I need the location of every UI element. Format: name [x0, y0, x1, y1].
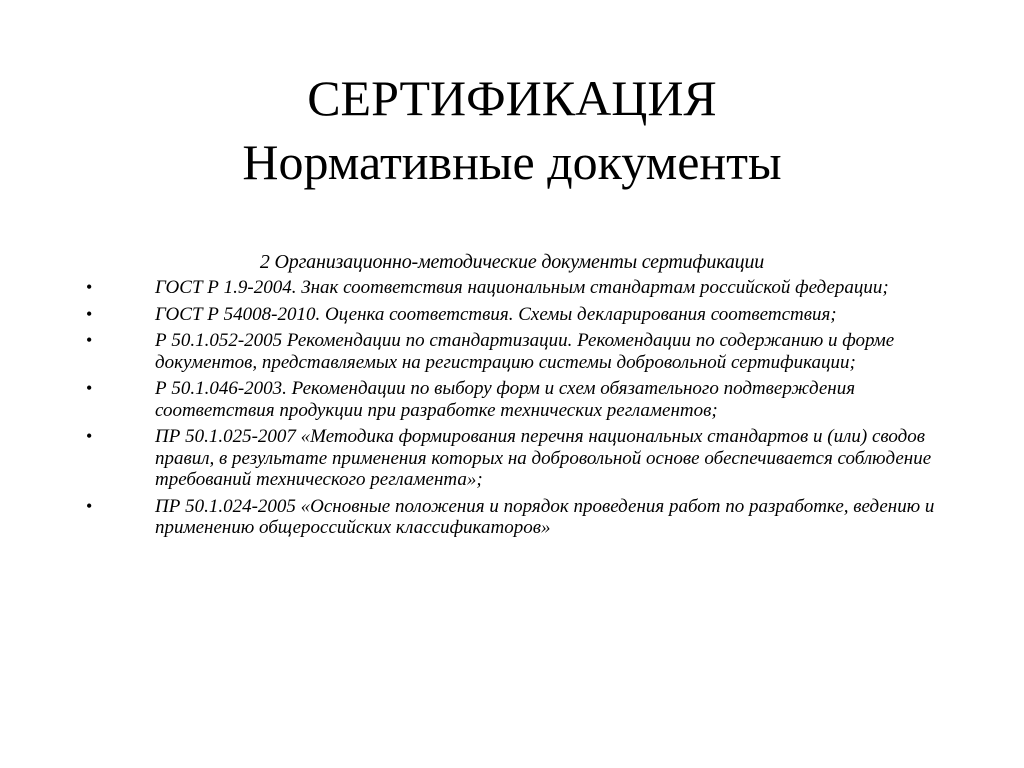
slide-title-line-1: СЕРТИФИКАЦИЯ: [307, 70, 717, 126]
document-list: [86, 277, 946, 544]
list-item-text: ГОСТ Р 54008-2010. Оценка соответствия. Схемы декларирования соответствия;: [155, 303, 837, 325]
list-item: [86, 496, 946, 539]
slide-title: [0, 66, 1024, 194]
list-item: [86, 426, 946, 491]
list-item: [86, 304, 946, 326]
list-item: [86, 277, 946, 299]
list-item: [86, 330, 946, 373]
list-item: [86, 378, 946, 421]
list-item-text: ПР 50.1.024-2005 «Основные положения и порядок проведения работ по разработке, ведению и применению общероссийских классификаторов»: [155, 495, 935, 538]
bullet-icon: •: [86, 277, 93, 297]
bullet-icon: •: [86, 378, 93, 398]
section-subtitle: 2 Организационно-методические документы сертификации: [259, 251, 765, 273]
bullet-icon: •: [86, 495, 93, 516]
bullet-icon: •: [86, 303, 93, 324]
bullet-icon: •: [86, 330, 93, 350]
list-item-text: Р 50.1.046-2003. Рекомендации по выбору форм и схем обязательного подтверждения соответствия продукции при разработке технических регламентов;: [155, 378, 856, 421]
list-item-text: ГОСТ Р 1.9-2004. Знак соответствия национальным стандартам российской федерации;: [155, 277, 889, 298]
bullet-icon: •: [86, 426, 93, 446]
list-item-text: Р 50.1.052-2005 Рекомендации по стандартизации. Рекомендации по содержанию и форме документов, представляемых на регистрацию системы добровольной сертификации;: [155, 330, 895, 373]
slide-title-line-2: Нормативные документы: [242, 134, 782, 190]
list-item-text: ПР 50.1.025-2007 «Методика формирования перечня национальных стандартов и (или) сводов правил, в результате применения которых на добровольной основе обеспечивается соблюдение требований технического регламента»;: [155, 426, 932, 490]
